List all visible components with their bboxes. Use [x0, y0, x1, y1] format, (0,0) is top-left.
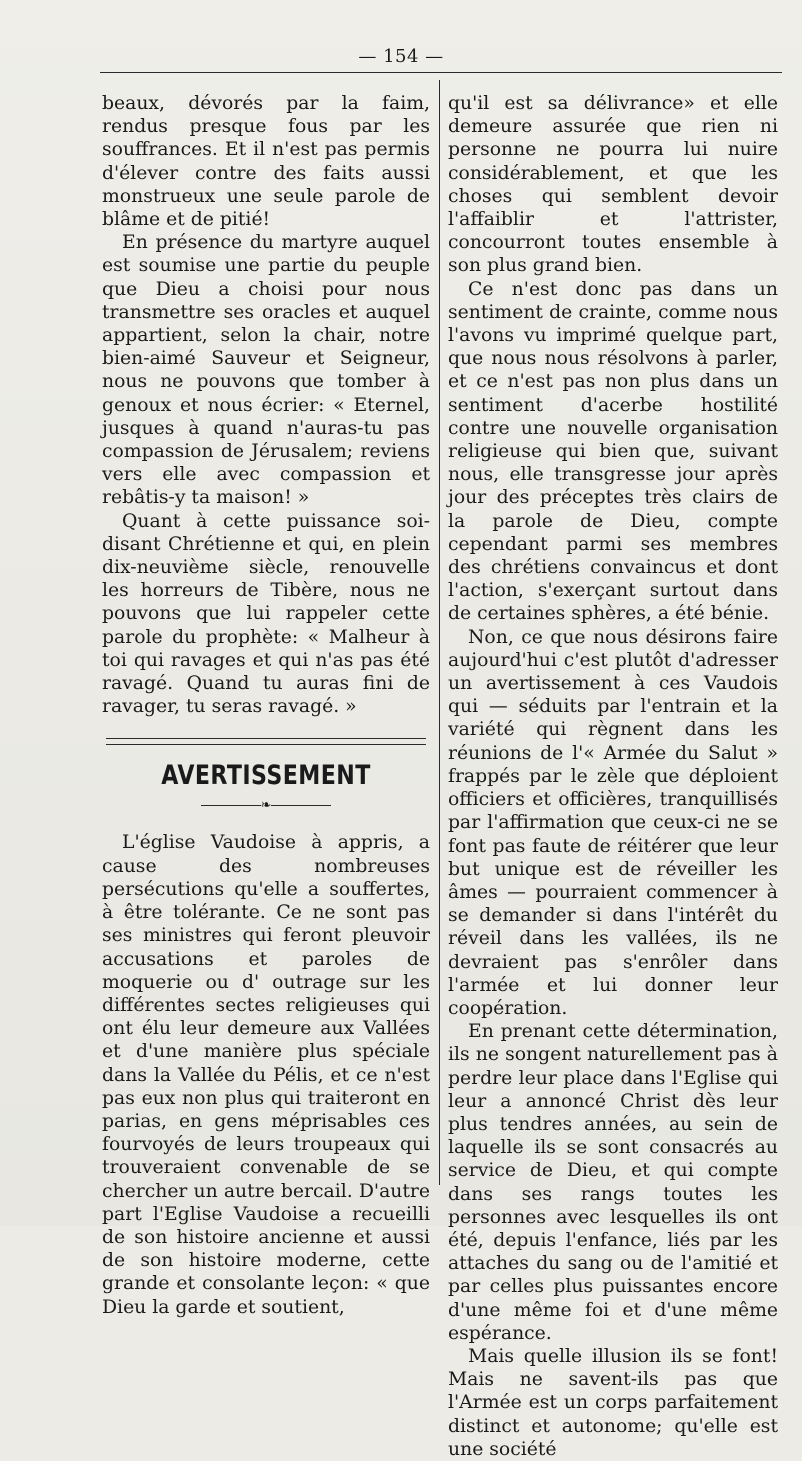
left-column: [102, 92, 430, 1319]
section-double-rule: [106, 738, 426, 745]
right-column: [448, 92, 778, 1461]
column-divider: [439, 80, 440, 1185]
header-rule: [100, 72, 782, 73]
right-paragraph-3: Non, ce que nous désirons faire aujourd'hui c'est plutôt d'adresser un avertissement à ces Vaudois qui — séduits par l'entrain et la variété qui règnent dans les réunions de l'« Armée du Salut » frappés par le zèle que déploient officiers et officières, tranquillisés par l'affirmation que ceux-ci ne se font pas faute de réitérer que leur but unique est de réveiller les âmes — pourraient commencer à se demander si dans l'intérêt du réveil dans les vallées, ils ne devraient pas s'enrôler dans l'armée et lui donner leur coopération.: [448, 626, 778, 1019]
left-paragraph-2: En présence du martyre auquel est soumise une partie du peuple que Dieu a choisi pour nous transmettre ses oracles et auquel appartient, selon la chair, notre bien-aimé Sauveur et Seigneur, nous ne pouvons que tomber à genoux et nous écrier: « Eternel, jusques à quand n'auras-tu pas compassion de Jérusalem; reviens vers elle avec compassion et rebâtis-y ta maison! »: [102, 232, 430, 509]
left-paragraph-3: Quant à cette puissance soi-disant Chrétienne et qui, en plein dix-neuvième siècle, renouvelle les horreurs de Tibère, nous ne pouvons que lui rappeler cette parole du prophète: « Malheur à toi qui ravages et qui n'as pas été ravagé. Quand tu auras fini de ravager, tu seras ravagé. »: [102, 510, 430, 718]
right-paragraph-5: Mais quelle illusion ils se font! Mais ne savent-ils pas que l'Armée est un corps parfaitement distinct et autonome; qu'elle est une société: [448, 1345, 778, 1460]
right-paragraph-4: En prenant cette détermination, ils ne songent naturellement pas à perdre leur place dans l'Eglise qui leur a annoncé Christ dès leur plus tendres années, au sein de laquelle ils se sont consacrés au service de Dieu, et qui compte dans ses rangs toutes les personnes avec lesquelles ils ont été, depuis l'enfance, liés par les attaches du sang ou de l'amitié et par celles plus puissantes encore d'une même foi et d'une même espérance.: [448, 1021, 778, 1344]
left-paragraph-4: L'église Vaudoise à appris, a cause des nombreuses persécutions qu'elle a souffertes, à être tolérante. Ce ne sont pas ses ministres qui feront pleuvoir accusations et paroles de moquerie ou d' outrage sur les différentes sectes religieuses qui ont élu leur demeure aux Vallées et d'une manière plus spéciale dans la Vallée du Pélis, et ce n'est pas eux non plus qui traiteront en parias, en gens méprisables ces fourvoyés de leurs troupeaux qui trouveraient convenable de se chercher un autre bercail. D'autre part l'Eglise Vaudoise a recueilli de son histoire ancienne et aussi de son histoire moderne, cette grande et consolante leçon: « que Dieu la garde et soutient,: [102, 832, 430, 1318]
right-paragraph-1: qu'il est sa délivrance» et elle demeure assurée que rien ni personne ne pourra lui nuire considérablement, et que les choses qui semblent devoir l'affaiblir et l'attrister, concourront toutes ensemble à son plus grand bien.: [448, 93, 778, 277]
left-paragraph-1: beaux, dévorés par la faim, rendus presque fous par les souffrances. Et il n'est pas permis d'élever contre des faits aussi monstrueux une seule parole de blâme et de pitié!: [102, 93, 430, 231]
page-number: — 154 —: [358, 46, 444, 67]
right-paragraph-2: Ce n'est donc pas dans un sentiment de crainte, comme nous l'avons vu imprimé quelque part, que nous nous résolvons à parler, et ce n'est pas non plus dans un sentiment d'acerbe hostilité contre une nouvelle organisation religieuse qui bien que, suivant nous, elle transgresse jour après jour des préceptes très clairs de la parole de Dieu, compte cependant parmi ses membres des chrétiens convaincus et dont l'action, s'exerçant surtout dans de certaines sphères, a été bénie.: [448, 278, 778, 625]
section-heading: AVERTISSEMENT: [161, 760, 371, 792]
ornament-divider: ❧: [102, 799, 430, 813]
